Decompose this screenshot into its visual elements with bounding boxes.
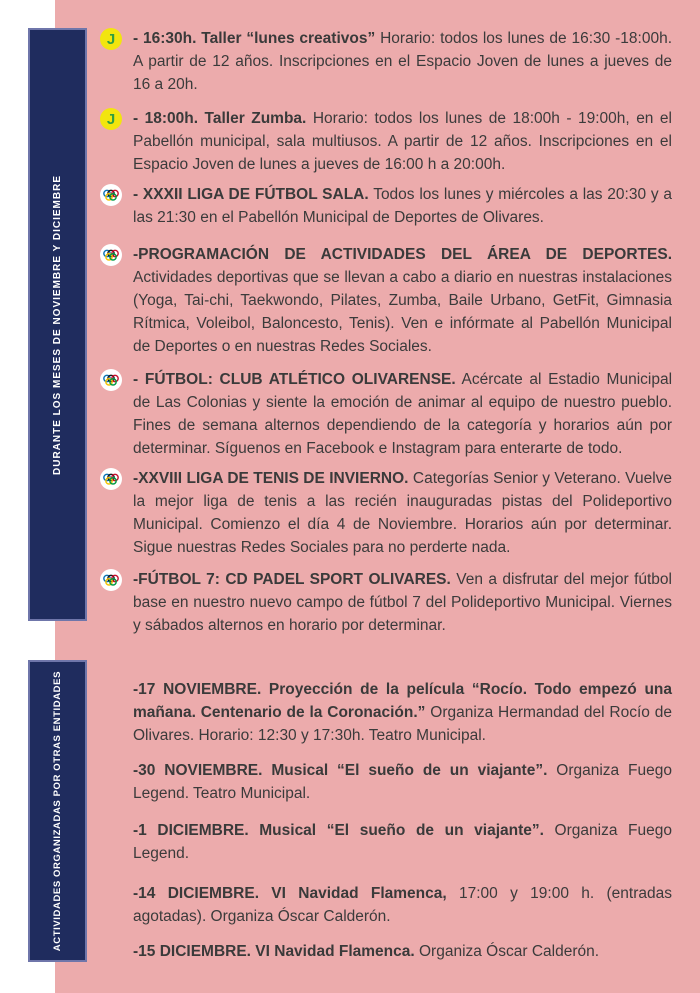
event-body: Ven a disfrutar del mejor fútbol base en nuestro nuevo campo de fútbol 7 del Polideportivo Municipal. Viernes y sábados alternos en horario por determinar. xyxy=(133,571,672,634)
other-activity-title: -15 DICIEMBRE. VI Navidad Flamenca. xyxy=(133,943,415,960)
event-body: Categorías Senior y Veterano. Vuelve la mejor liga de tenis a las recién inauguradas pistas del Polideportivo Municipal. Comienzo el día 4 de Noviembre. Horarios aún por determinar. Sigue nuestras Redes Sociales para no perderte nada. xyxy=(133,470,673,556)
event-text xyxy=(133,467,672,559)
sidebar-section-other-entities xyxy=(28,660,87,962)
event-title: - FÚTBOL: CLUB ATLÉTICO OLIVARENSE. xyxy=(133,371,456,388)
event-item-programacion-deportes xyxy=(100,243,672,358)
event-title: -XXVIII LIGA DE TENIS DE INVIERNO. xyxy=(133,470,409,487)
event-title: -FÚTBOL 7: CD PADEL SPORT OLIVARES. xyxy=(133,571,451,588)
olympic-rings-icon xyxy=(100,184,122,206)
other-activity-title: -30 NOVIEMBRE. Musical “El sueño de un viajante”. xyxy=(133,762,548,779)
juventud-icon xyxy=(100,108,122,130)
event-item-club-atletico-olivarense xyxy=(100,368,672,460)
other-activity-title: -17 NOVIEMBRE. Proyección de la película “Rocío. Todo empezó una mañana. Centenario de la Coronación.” xyxy=(133,681,672,721)
event-title: - 16:30h. Taller “lunes creativos” xyxy=(133,30,376,47)
other-activity-body: Organiza Óscar Calderón. xyxy=(418,943,600,960)
other-activity-body: Organiza Fuego Legend. Teatro Municipal. xyxy=(133,762,672,802)
event-item-liga-futbol-sala xyxy=(100,183,672,229)
sidebar-section-months xyxy=(28,28,87,621)
other-activity-title: -1 DICIEMBRE. Musical “El sueño de un viajante”. xyxy=(133,822,544,839)
event-title: -PROGRAMACIÓN DE ACTIVIDADES DEL ÁREA DE DEPORTES. xyxy=(133,246,672,263)
event-item-taller-lunes-creativos xyxy=(100,27,672,96)
olympic-rings-icon xyxy=(100,244,122,266)
event-text xyxy=(133,243,672,358)
event-item-liga-tenis-invierno xyxy=(100,467,672,559)
other-activity-body: Organiza Hermandad del Rocío de Olivares. Horario: 12:30 y 17:30h. Teatro Municipal. xyxy=(133,704,672,744)
juventud-letter: J xyxy=(106,110,116,128)
other-activity-15-diciembre xyxy=(133,940,672,963)
event-body: Horario: todos los lunes de 18:00h - 19:00h, en el Pabellón municipal, sala multiusos. A partir de 12 años. Inscripciones en el Espacio Joven de lunes a jueves de 16:00 h a 20:00h. xyxy=(133,110,672,173)
sidebar-label-other-entities: ACTIVIDADES ORGANIZADAS POR OTRAS ENTIDADES xyxy=(52,670,63,952)
event-text xyxy=(133,27,672,96)
event-body: Actividades deportivas que se llevan a cabo a diario en nuestras instalaciones (Yoga, Tai-chi, Taekwondo, Pilates, Zumba, Baile Urbano, GetFit, Gimnasia Rítmica, Voleibol, Baloncesto, Tenis). Ven e infórmate al Pabellón Municipal de Deportes o en nuestras Redes Sociales. xyxy=(133,269,672,355)
event-item-futbol7-padel-sport xyxy=(100,568,672,637)
event-item-taller-zumba xyxy=(100,107,672,176)
other-activity-body: Organiza Fuego Legend. xyxy=(133,822,672,862)
event-text xyxy=(133,107,672,176)
olympic-rings-icon xyxy=(100,369,122,391)
event-title: - XXXII LIGA DE FÚTBOL SALA. xyxy=(133,186,369,203)
other-activity-17-noviembre xyxy=(133,678,672,747)
olympic-rings-icon xyxy=(100,468,122,490)
other-activities-list xyxy=(133,678,672,963)
event-text xyxy=(133,183,672,229)
sidebar-label-months: DURANTE LOS MESES DE NOVIEMBRE Y DICIEMBRE xyxy=(52,174,63,475)
other-activity-30-noviembre xyxy=(133,759,672,805)
event-body: Acércate al Estadio Municipal de Las Colonias y siente la emoción de animar al equipo de nuestro pueblo. Fines de semana alternos dependiendo de la categoría y horarios aún por determinar. Síguenos en Facebook e Instagram para enterarte de todo. xyxy=(133,371,673,457)
other-activity-body: 17:00 y 19:00 h. (entradas agotadas). Organiza Óscar Calderón. xyxy=(133,885,672,925)
other-activity-title: -14 DICIEMBRE. VI Navidad Flamenca, xyxy=(133,885,447,902)
event-body: Horario: todos los lunes de 16:30 -18:00h. A partir de 12 años. Inscripciones en el Espacio Joven de lunes a jueves de 16 a 20h. xyxy=(133,30,672,93)
other-activity-14-diciembre xyxy=(133,882,672,928)
events-list xyxy=(100,27,672,637)
event-text xyxy=(133,568,672,637)
olympic-rings-icon xyxy=(100,569,122,591)
other-activity-1-diciembre xyxy=(133,819,672,865)
event-title: - 18:00h. Taller Zumba. xyxy=(133,110,307,127)
juventud-icon xyxy=(100,28,122,50)
juventud-letter: J xyxy=(106,30,116,48)
event-text xyxy=(133,368,672,460)
event-body: Todos los lunes y miércoles a las 20:30 y a las 21:30 en el Pabellón Municipal de Deportes de Olivares. xyxy=(133,186,673,226)
